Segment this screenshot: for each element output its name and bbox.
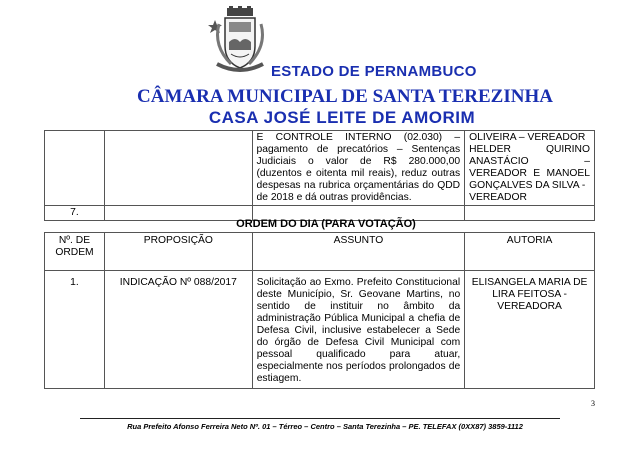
author-line: VEREADOR E MANOEL	[469, 168, 590, 179]
state-heading: ESTADO DE PERNAMBUCO	[271, 63, 477, 80]
footer-divider	[80, 418, 560, 419]
order-title: ORDEM DO DIA (PARA VOTAÇÃO)	[236, 218, 416, 230]
number-cell	[45, 131, 105, 206]
house-heading: CASA JOSÉ LEITE DE AMORIM	[208, 108, 476, 127]
municipal-seal-icon	[205, 6, 273, 74]
author-line: HELDER QUIRINO	[469, 144, 590, 155]
number-cell: 7.	[45, 206, 105, 221]
continuation-table	[44, 130, 595, 221]
table-header-row	[45, 233, 595, 271]
table-row	[45, 131, 595, 206]
proposition-cell	[104, 131, 252, 206]
author-cell: ELISANGELA MARIA DE LIRA FEITOSA - VEREADORA	[465, 271, 595, 389]
number-cell: 1.	[45, 271, 105, 389]
column-header-number: Nº. DE ORDEM	[45, 233, 105, 271]
footer-address: Rua Prefeito Afonso Ferreira Neto Nº. 01 – Térreo – Centro – Santa Terezinha – PE. TELEFAX (0XX87) 3859-1112	[127, 422, 523, 431]
column-header-proposition: PROPOSIÇÃO	[104, 233, 252, 271]
order-table	[44, 232, 595, 389]
author-line: ANASTÁCIO –	[469, 156, 590, 167]
column-header-author: AUTORIA	[465, 233, 595, 271]
author-cell	[465, 131, 595, 206]
table-row	[45, 271, 595, 389]
author-line: GONÇALVES DA SILVA -	[469, 180, 586, 191]
subject-cell: E CONTROLE INTERNO (02.030) – pagamento de precatórios – Sentenças Judiciais o valor de R$ 280.000,00 (duzentos e oitenta mil reais), reduz outras despesas na rubrica orçamentárias do QDD de 2018 e dá outras providências.	[252, 131, 465, 206]
chamber-heading: CÂMARA MUNICIPAL DE SANTA TEREZINHA	[137, 86, 553, 107]
page-number: 3	[591, 399, 595, 408]
proposition-cell: INDICAÇÃO Nº 088/2017	[104, 271, 252, 389]
author-line: OLIVEIRA – VEREADOR	[469, 132, 586, 143]
subject-cell: Solicitação ao Exmo. Prefeito Constitucional deste Município, Sr. Geovane Martins, no sentido de instituir no âmbito da administração Pública Municipal a chefia de Defesa Civil, inclusive estabelecer a Sede do órgão de Defesa Civil Municipal com pessoal qualificado para atuar, especialmente nos períodos prolongados de estiagem.	[252, 271, 465, 389]
column-header-subject: ASSUNTO	[252, 233, 465, 271]
author-line: VEREADOR	[469, 192, 527, 203]
